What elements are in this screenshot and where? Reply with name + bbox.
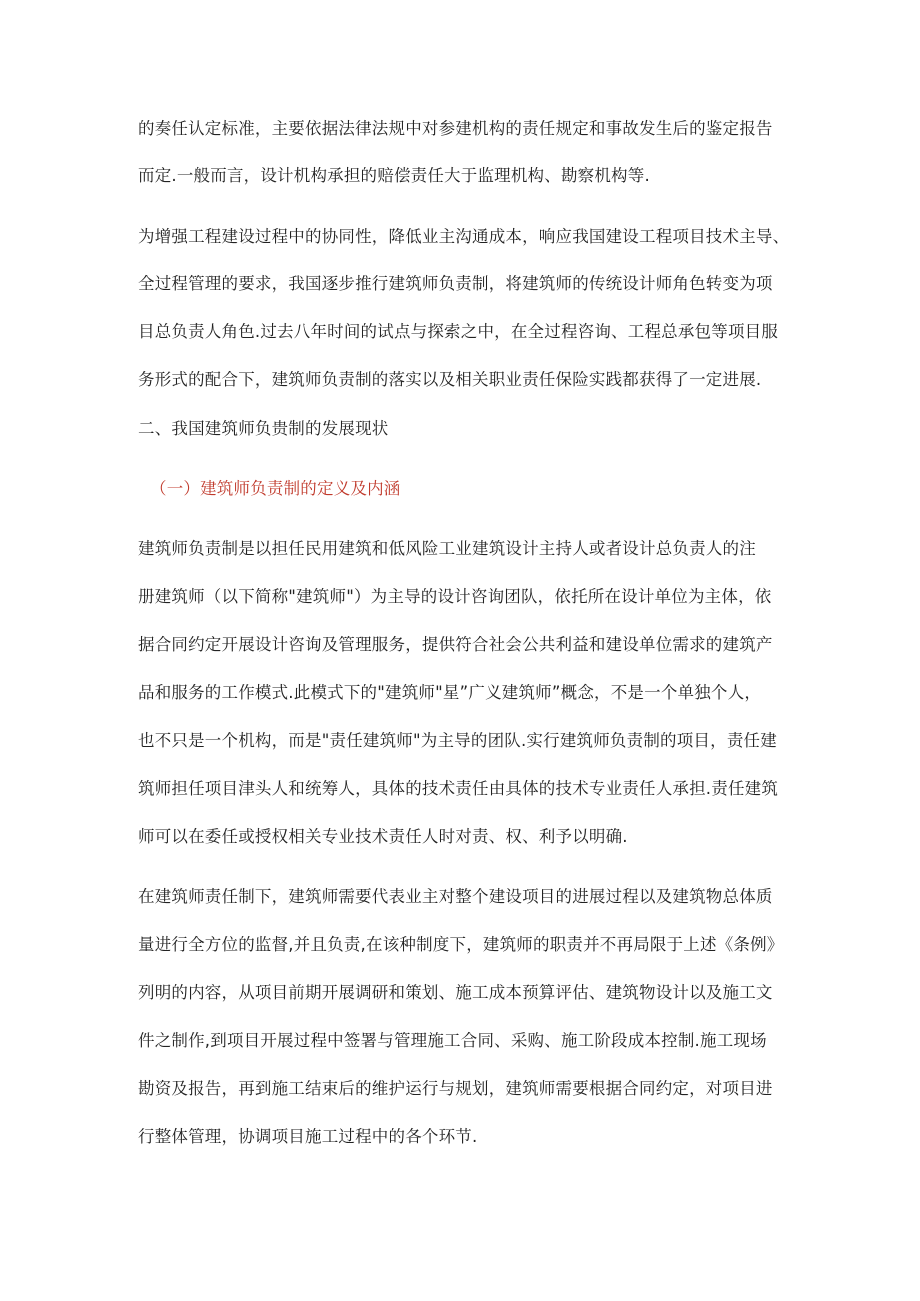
paragraph-line: 务形式的配合下，建筑师负责制的落实以及相关职业责任保险实践都获得了一定进展. [138,370,762,389]
section-heading: 二、我国建筑师负贵制的发展现状 [138,419,389,438]
paragraph-line: 而定.一般而言，设计机构承担的赔偿责任大于监理机构、勘察机构等. [138,166,650,185]
paragraph-line: 列明的内容，从项目前期开展调研和策划、施工成本预算评估、建筑物设计以及施工文 [138,983,773,1002]
paragraph-line: 件之制作,到项目开展过程中签署与管理施工合同、采购、施工阶段成本控制.施工现场 [138,1031,767,1050]
paragraph-line: 量进行全方位的监督,并且负责,在该种制度下，建筑师的职责并不再局限于上述《条例》 [138,935,784,954]
paragraph-line: 行整体管理，协调项目施工过程中的各个环节. [138,1127,478,1146]
paragraph-line: 在建筑师责任制下，建筑师需要代表业主对整个建设项目的进展过程以及建筑物总体质 [138,887,773,906]
paragraph-line: 建筑师负责制是以担任民用建筑和低风险工业建筑设计主持人或者设计总负责人的注 [138,539,756,558]
paragraph-line: 筑师担任项目津头人和统筹人，具体的技术责任由具体的技术专业责任人承担.责任建筑 [138,779,779,798]
paragraph-line: 目总负责人角色.过去八年时间的试点与探索之中，在全过程咨询、工程总承包等项目服 [138,322,779,341]
paragraph-line: 勘资及报告，再到施工结束后的维护运行与规划，建筑师需要根据合同约定，对项目进 [138,1079,773,1098]
paragraph-line: 也不只是一个机构，而是"责任建筑师"为主导的团队.实行建筑师负责制的项目，责任建 [138,731,777,750]
paragraph-line: 册建筑师（以下简称"建筑师"）为主导的设计咨询团队，依托所在设计单位为主体，依 [138,587,772,606]
paragraph-line: 全过程管理的要求，我国逐步推行建筑师负责制，将建筑师的传统设计师角色转变为项 [138,274,773,293]
paragraph-line: 师可以在委任或授权相关专业技术责任人时对责、权、利予以明确. [138,827,628,846]
paragraph-line: 品和服务的工作模式.此模式下的"建筑师"星”广义建筑师”概念，不是一个单独个人， [138,683,762,702]
paragraph-line: 为增强工程建设过程中的协同性，降低业主沟通成本，响应我国建设工程项目技术主导、 [138,227,790,246]
paragraph-line: 据合同约定开展设计咨询及管理服务，提供符合社会公共利益和建设单位需求的建筑产 [138,635,773,654]
paragraph-line: 的奏任认定标准，主要依据法律法规中对参建机构的责任规定和事故发生后的鉴定报告 [138,119,773,138]
subsection-heading: （一）建筑师负责制的定义及内涵 [150,479,401,498]
